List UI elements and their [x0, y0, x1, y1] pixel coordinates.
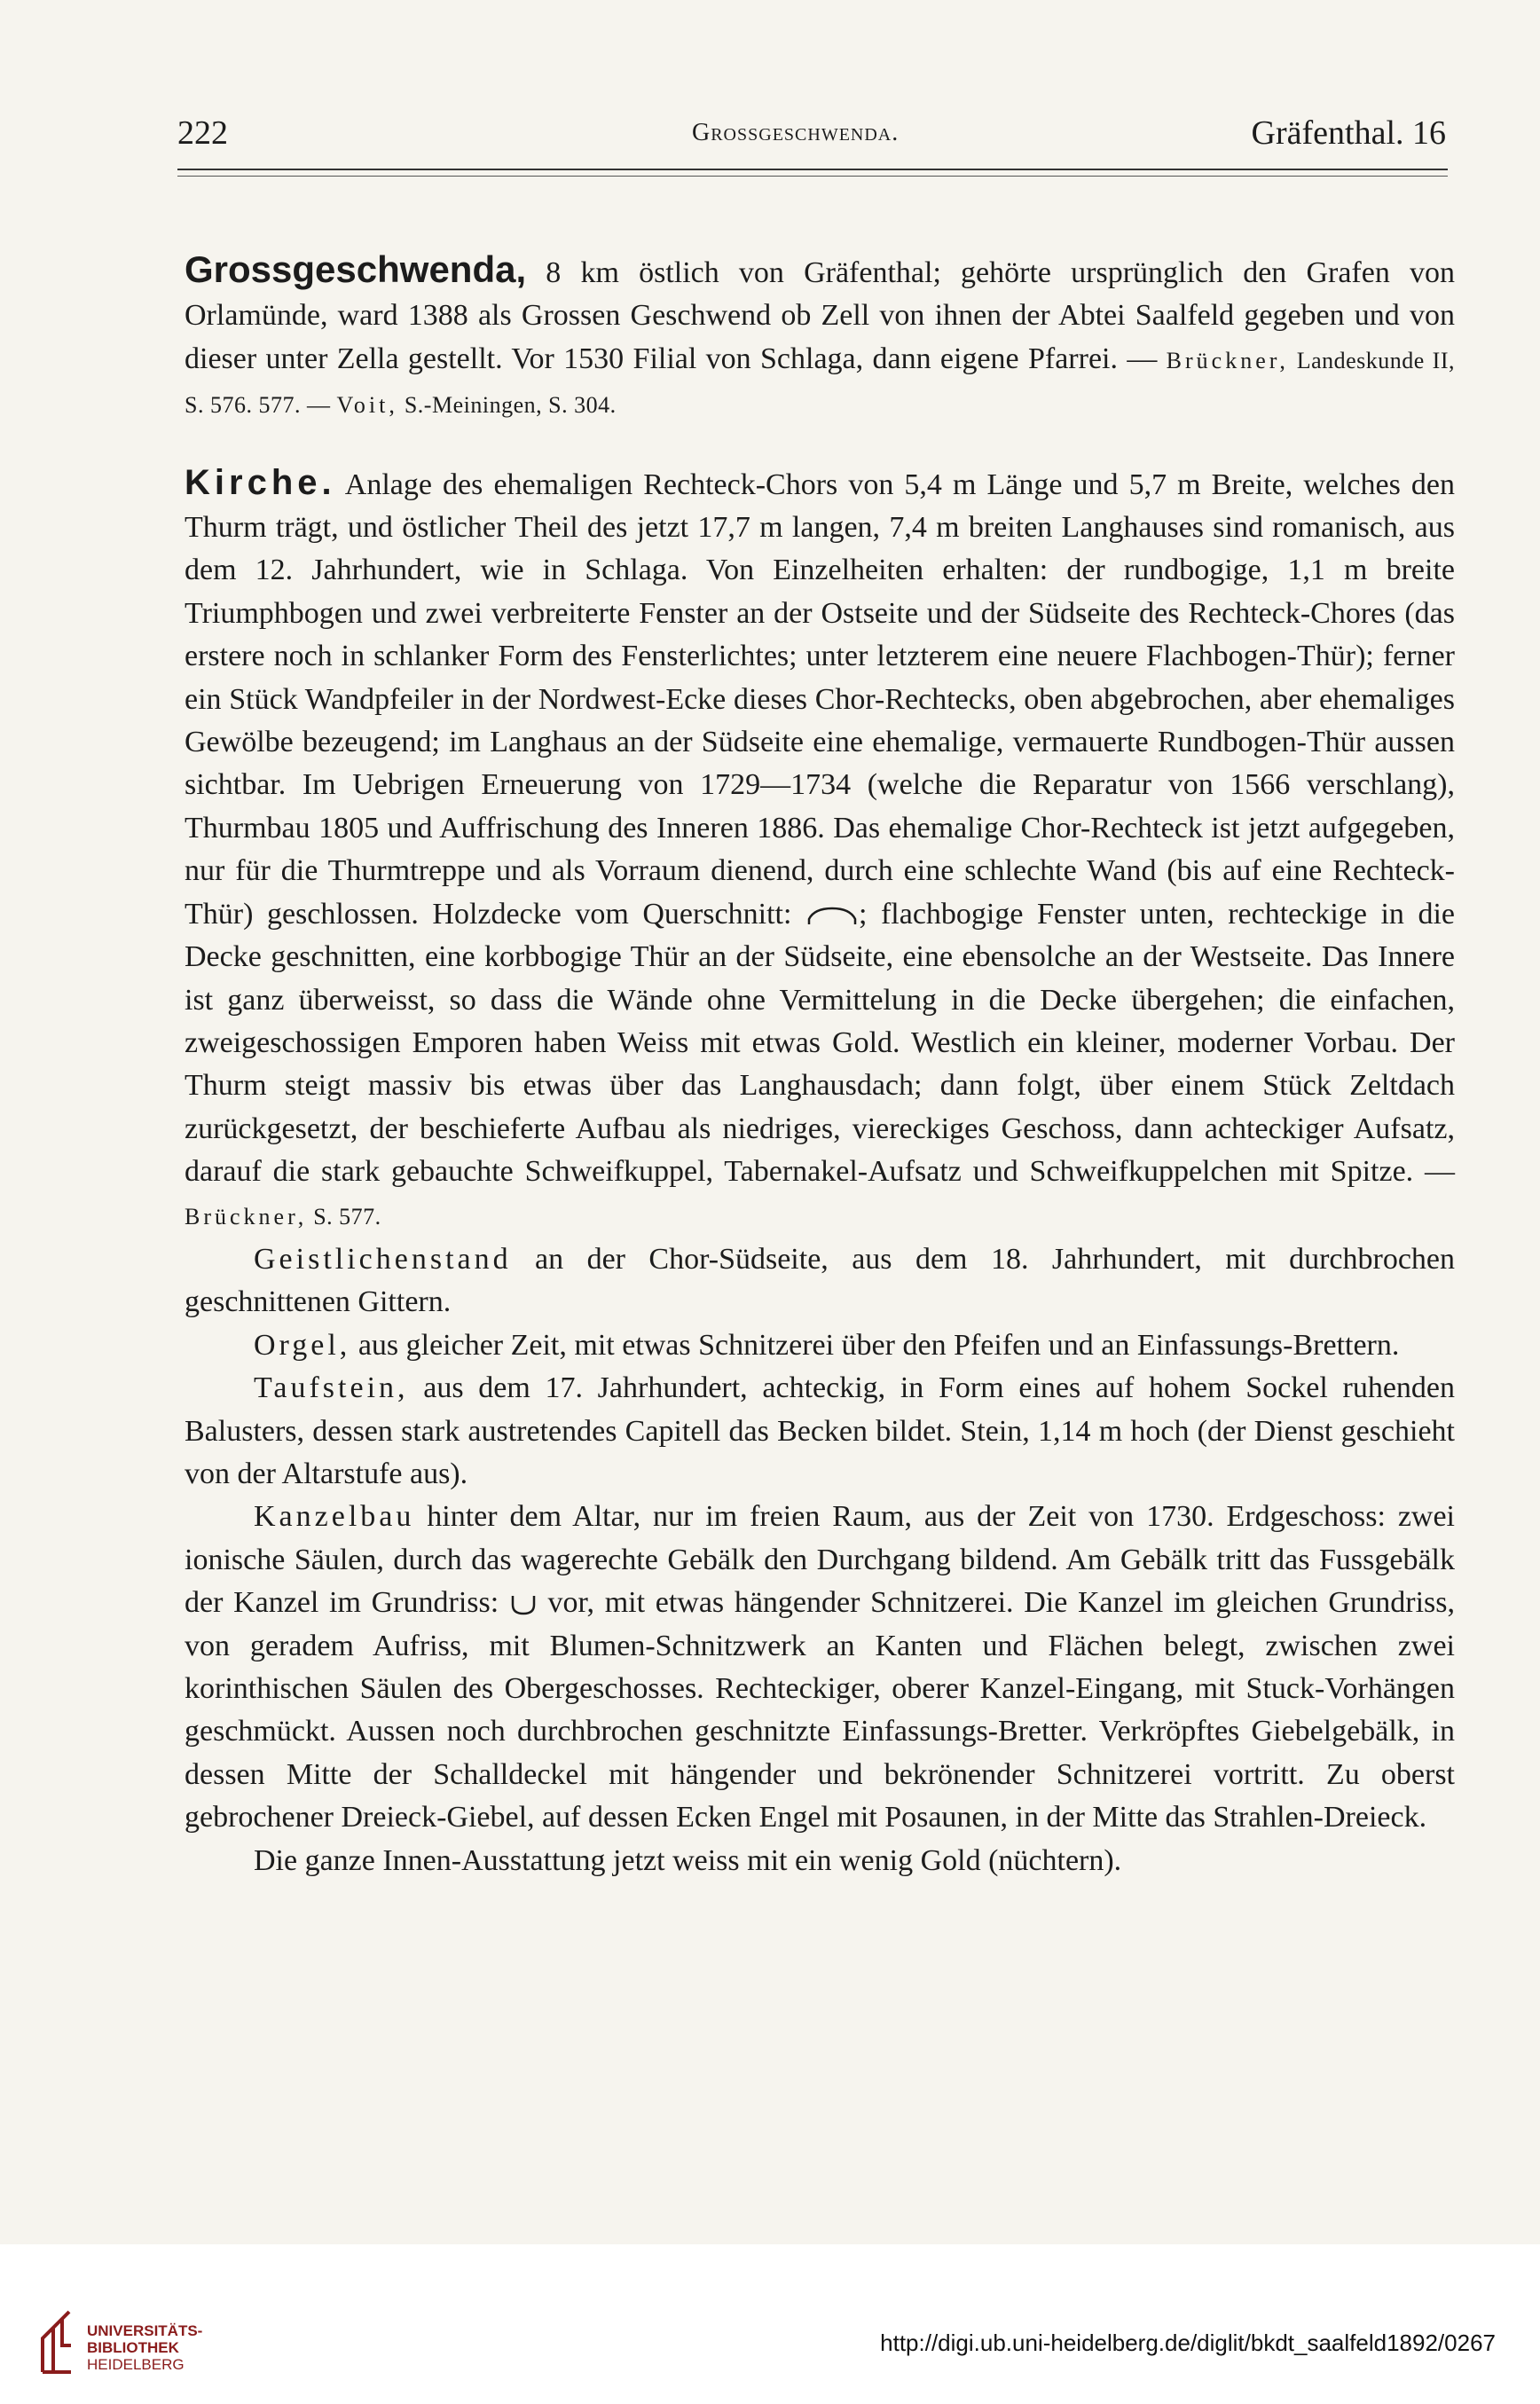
library-name-line3: HEIDELBERG: [87, 2356, 185, 2373]
library-name-line1: UNIVERSITÄTS-: [87, 2322, 203, 2339]
orgel-paragraph: [185, 1324, 1455, 1367]
page-header: [177, 114, 1446, 167]
library-name: [87, 2322, 202, 2373]
library-logo-icon: [35, 2306, 76, 2377]
source-url-link[interactable]: http://digi.ub.uni-heidelberg.de/diglit/bkdt_saalfeld1892/0267: [880, 2329, 1496, 2356]
kirche-paragraph: [185, 461, 1455, 1238]
ref-brueckner: Brückner,: [1166, 347, 1289, 373]
kanzelbau-text-a: hinter dem Altar, nur im freien Raum, aus der Zeit von 1730. Erdgeschoss: zwei ionische Säulen, durch das wagerechte Gebälk den Durchgang bildend. Am Gebälk tritt das Fussgebälk der Kanzel im Grundriss:: [185, 1500, 1455, 1620]
viewer-footer: [0, 2244, 1540, 2404]
taufstein-paragraph: [185, 1367, 1455, 1496]
geistlichenstand-text: an der Chor-Südseite, aus dem 18. Jahrhundert, mit durchbrochen geschnittenen Gittern.: [185, 1242, 1455, 1319]
closing-paragraph: [185, 1840, 1455, 1882]
ref-voit: Voit,: [336, 392, 398, 419]
kanzelbau-text-b: vor, mit etwas hängender Schnitzerei. Die Kanzel im gleichen Grundriss, von geradem Aufriss, mit Blumen-Schnitzwerk an Kanten und Flächen belegt, zwischen zwei korinthischen Säulen des Obergeschosses. Rechteckiger, oberer Kanzel-Eingang, mit Stuck-Vorhängen geschmückt. Aussen noch durchbrochen geschnitzte Einfassungs-Bretter. Verkröpftes Giebelgebälk, in dessen Mitte der Schalldeckel mit hängender und bekrönender Schnitzerei vortritt. Zu oberst gebrochener Dreieck-Giebel, auf dessen Ecken Engel mit Posaunen, in der Mitte das Strahlen-Dreieck.: [185, 1586, 1455, 1834]
running-right: Gräfenthal. 16: [1251, 114, 1446, 152]
kanzelbau-paragraph: [185, 1496, 1455, 1839]
ref-meiningen: S.-Meiningen, S. 304.: [397, 392, 617, 419]
pulpit-plan-icon: [509, 1592, 538, 1617]
intro-paragraph: [185, 248, 1455, 428]
intro-text: 8 km östlich von Gräfenthal; gehörte ursprünglich den Grafen von Orlamünde, ward 1388 als Grossen Geschwend ob Zell von ihnen der Abtei Saalfeld gegeben und von dieser unter Zella gestellt. Vor 1530 Filial von Schlaga, dann eigene Pfarrei. —: [185, 256, 1455, 375]
geistlichenstand-keyword: Geistlichenstand: [254, 1242, 512, 1276]
kirche-text-b: ; flachbogige Fenster unten, rechteckige in die Decke geschnitten, eine korbbogige Thür an der Südseite, eine ebensolche an der Westseite. Das Innere ist ganz überweisst, so dass die Wände ohne Vermittelung in die Decke übergehen; die einfachen, zweigeschossigen Emporen haben Weiss mit etwas Gold. Westlich ein kleiner, moderner Vorbau. Der Thurm steigt massiv bis etwas über das Langhausdach; dann folgt, über einem Stück Zeltdach zurückgesetzt, der beschieferte Aufbau als niedriges, viereckiges Geschoss, dann achteckiger Aufsatz, darauf die stark gebauchte Schweifkuppel, Tabernakel-Aufsatz und Schweifkuppelchen mit Spitze. —: [185, 897, 1455, 1189]
geistlichenstand-paragraph: [185, 1238, 1455, 1324]
ceiling-profile-icon: [805, 905, 859, 928]
kirche-ref-name: Brückner,: [185, 1203, 308, 1229]
taufstein-keyword: Taufstein,: [254, 1371, 409, 1405]
page-number: 222: [177, 114, 228, 152]
kanzelbau-keyword: Kanzelbau: [254, 1500, 415, 1534]
closing-text: Die ganze Innen-Ausstattung jetzt weiss mit ein wenig Gold (nüchtern).: [254, 1843, 1122, 1877]
header-rule: [177, 169, 1448, 170]
library-name-line2: BIBLIOTHEK: [87, 2339, 179, 2356]
header-rule-thin: [177, 176, 1448, 177]
ref-landeskunde: Landeskunde II, S. 576. 577. —: [185, 347, 1456, 419]
taufstein-text: aus dem 17. Jahrhundert, achteckig, in Form eines auf hohem Sockel ruhenden Balusters, dessen stark austretendes Capitell das Becken bildet. Stein, 1,14 m hoch (der Dienst geschieht von der Altarstufe aus).: [185, 1371, 1455, 1490]
orgel-text: aus gleicher Zeit, mit etwas Schnitzerei über den Pfeifen und an Einfassungs-Brettern.: [350, 1328, 1400, 1362]
orgel-keyword: Orgel,: [254, 1328, 351, 1362]
kirche-lead: Kirche.: [185, 462, 336, 502]
kirche-text-a: Anlage des ehemaligen Rechteck-Chors von 5,4 m Länge und 5,7 m Breite, welches den Thurm trägt, und östlicher Theil des jetzt 17,7 m langen, 7,4 m breiten Langhauses sind romanisch, aus dem 12. Jahrhundert, wie in Schlaga. Von Einzelheiten erhalten: der rundbogige, 1,1 m breite Triumphbogen und zwei verbreiterte Fenster an der Ostseite und der Südseite des Rechteck-Chores (das erstere noch in schlanker Form des Fensterlichtes; unter letzterem eine neuere Flachbogen-Thür); ferner ein Stück Wandpfeiler in der Nordwest-Ecke dieses Chor-Rechtecks, oben abgebrochen, aber ehemaliges Gewölbe bezeugend; im Langhaus an der Südseite eine ehemalige, vermauerte Rundbogen-Thür aussen sichtbar. Im Uebrigen Erneuerung von 1729—1734 (welche die Reparatur von 1566 verschlang), Thurmbau 1805 und Auffrischung des Inneren 1886. Das ehemalige Chor-Rechteck ist jetzt aufgegeben, nur für die Thurmtreppe und als Vorraum dienend, durch eine schlechte Wand (bis auf eine Rechteck-Thür) geschlossen. Holzdecke vom Querschnitt:: [185, 467, 1455, 931]
body-text: [185, 248, 1455, 1882]
intro-lead: Grossgeschwenda,: [185, 248, 527, 290]
running-title: Grossgeschwenda.: [692, 119, 900, 146]
kirche-ref-text: S. 577.: [307, 1203, 381, 1229]
